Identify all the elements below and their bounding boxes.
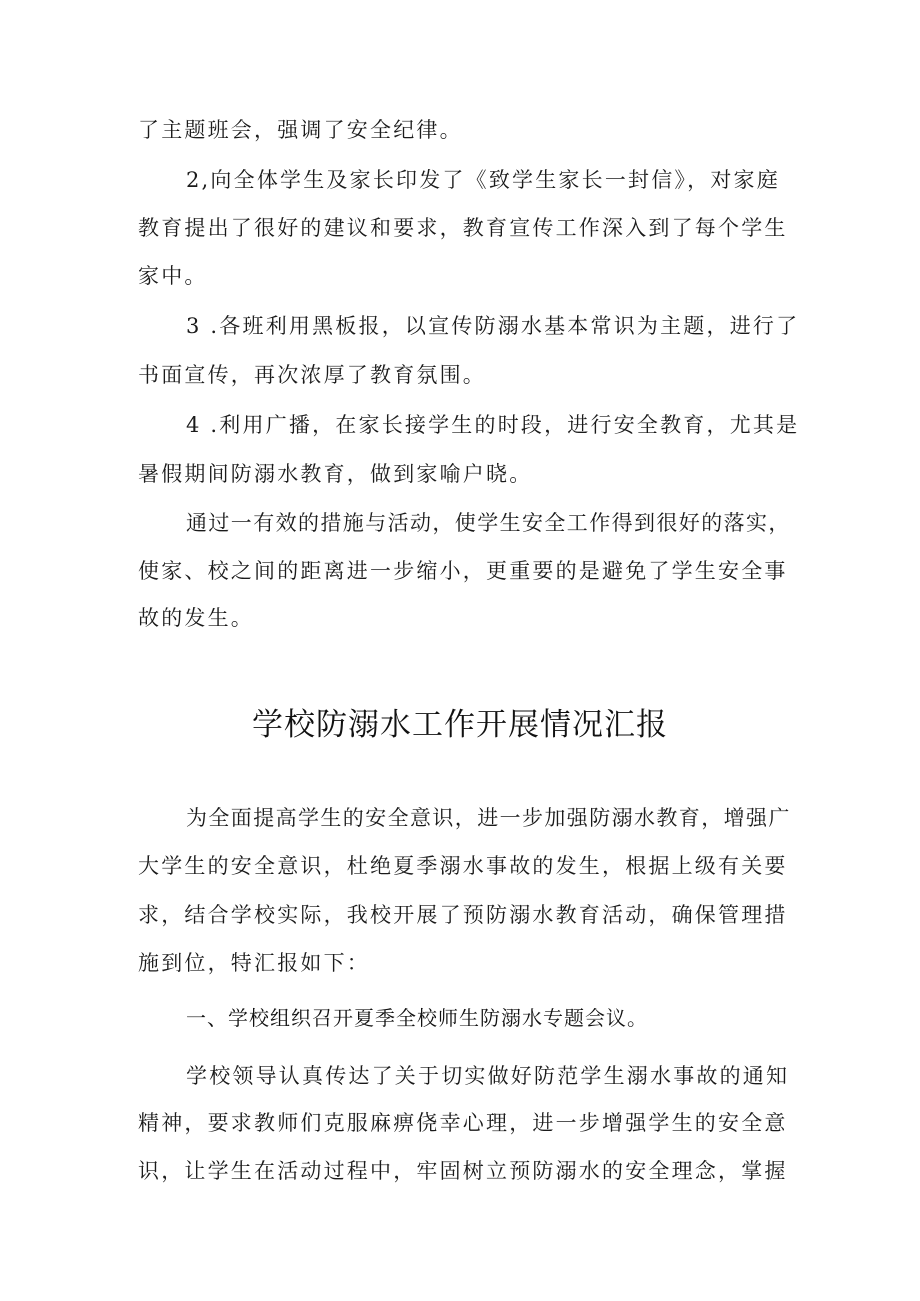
paragraph-line: 大学生的安全意识，杜绝夏季溺水事故的发生，根据上级有关要 — [138, 854, 788, 878]
paragraph-line: 家中。 — [138, 264, 208, 288]
section-heading: 一、学校组织召开夏季全校师生防溺水专题会议。 — [186, 1006, 648, 1030]
document-title: 学校防溺水工作开展情况汇报 — [252, 707, 668, 743]
paragraph-line: 3 .各班利用黑板报，以宣传防溺水基本常识为主题，进行了 — [186, 314, 800, 338]
paragraph-line: 了主题班会，强调了安全纪律。 — [138, 118, 463, 142]
paragraph-line: 教育提出了很好的建议和要求，教育宣传工作深入到了每个学生 — [138, 216, 788, 240]
paragraph-line: 4 .利用广播，在家长接学生的时段，进行安全教育，尤其是 — [186, 413, 800, 437]
paragraph-line: 使家、校之间的距离进一步缩小，更重要的是避免了学生安全事 — [138, 559, 788, 583]
paragraph-line: 精神，要求教师们克服麻痹侥幸心理，进一步增强学生的安全意 — [138, 1111, 788, 1135]
paragraph-line: 识，让学生在活动过程中，牢固树立预防溺水的安全理念，掌握 — [138, 1159, 788, 1183]
paragraph-line: 故的发生。 — [138, 606, 254, 630]
paragraph-line: 通过一有效的措施与活动，使学生安全工作得到很好的落实， — [186, 511, 791, 535]
paragraph-line: 暑假期间防溺水教育，做到家喻户晓。 — [138, 462, 533, 486]
paragraph-line: 为全面提高学生的安全意识，进一步加强防溺水教育，增强广 — [186, 806, 791, 830]
paragraph-line: 学校领导认真传达了关于切实做好防范学生溺水事故的通知 — [186, 1064, 790, 1088]
paragraph-line: 求，结合学校实际，我校开展了预防溺水教育活动，确保管理措 — [138, 903, 788, 927]
paragraph-line: 2,向全体学生及家长印发了《致学生家长一封信》，对家庭 — [186, 168, 780, 192]
paragraph-line: 施到位，特汇报如下： — [138, 951, 370, 975]
paragraph-line: 书面宣传，再次浓厚了教育氛围。 — [138, 363, 486, 387]
